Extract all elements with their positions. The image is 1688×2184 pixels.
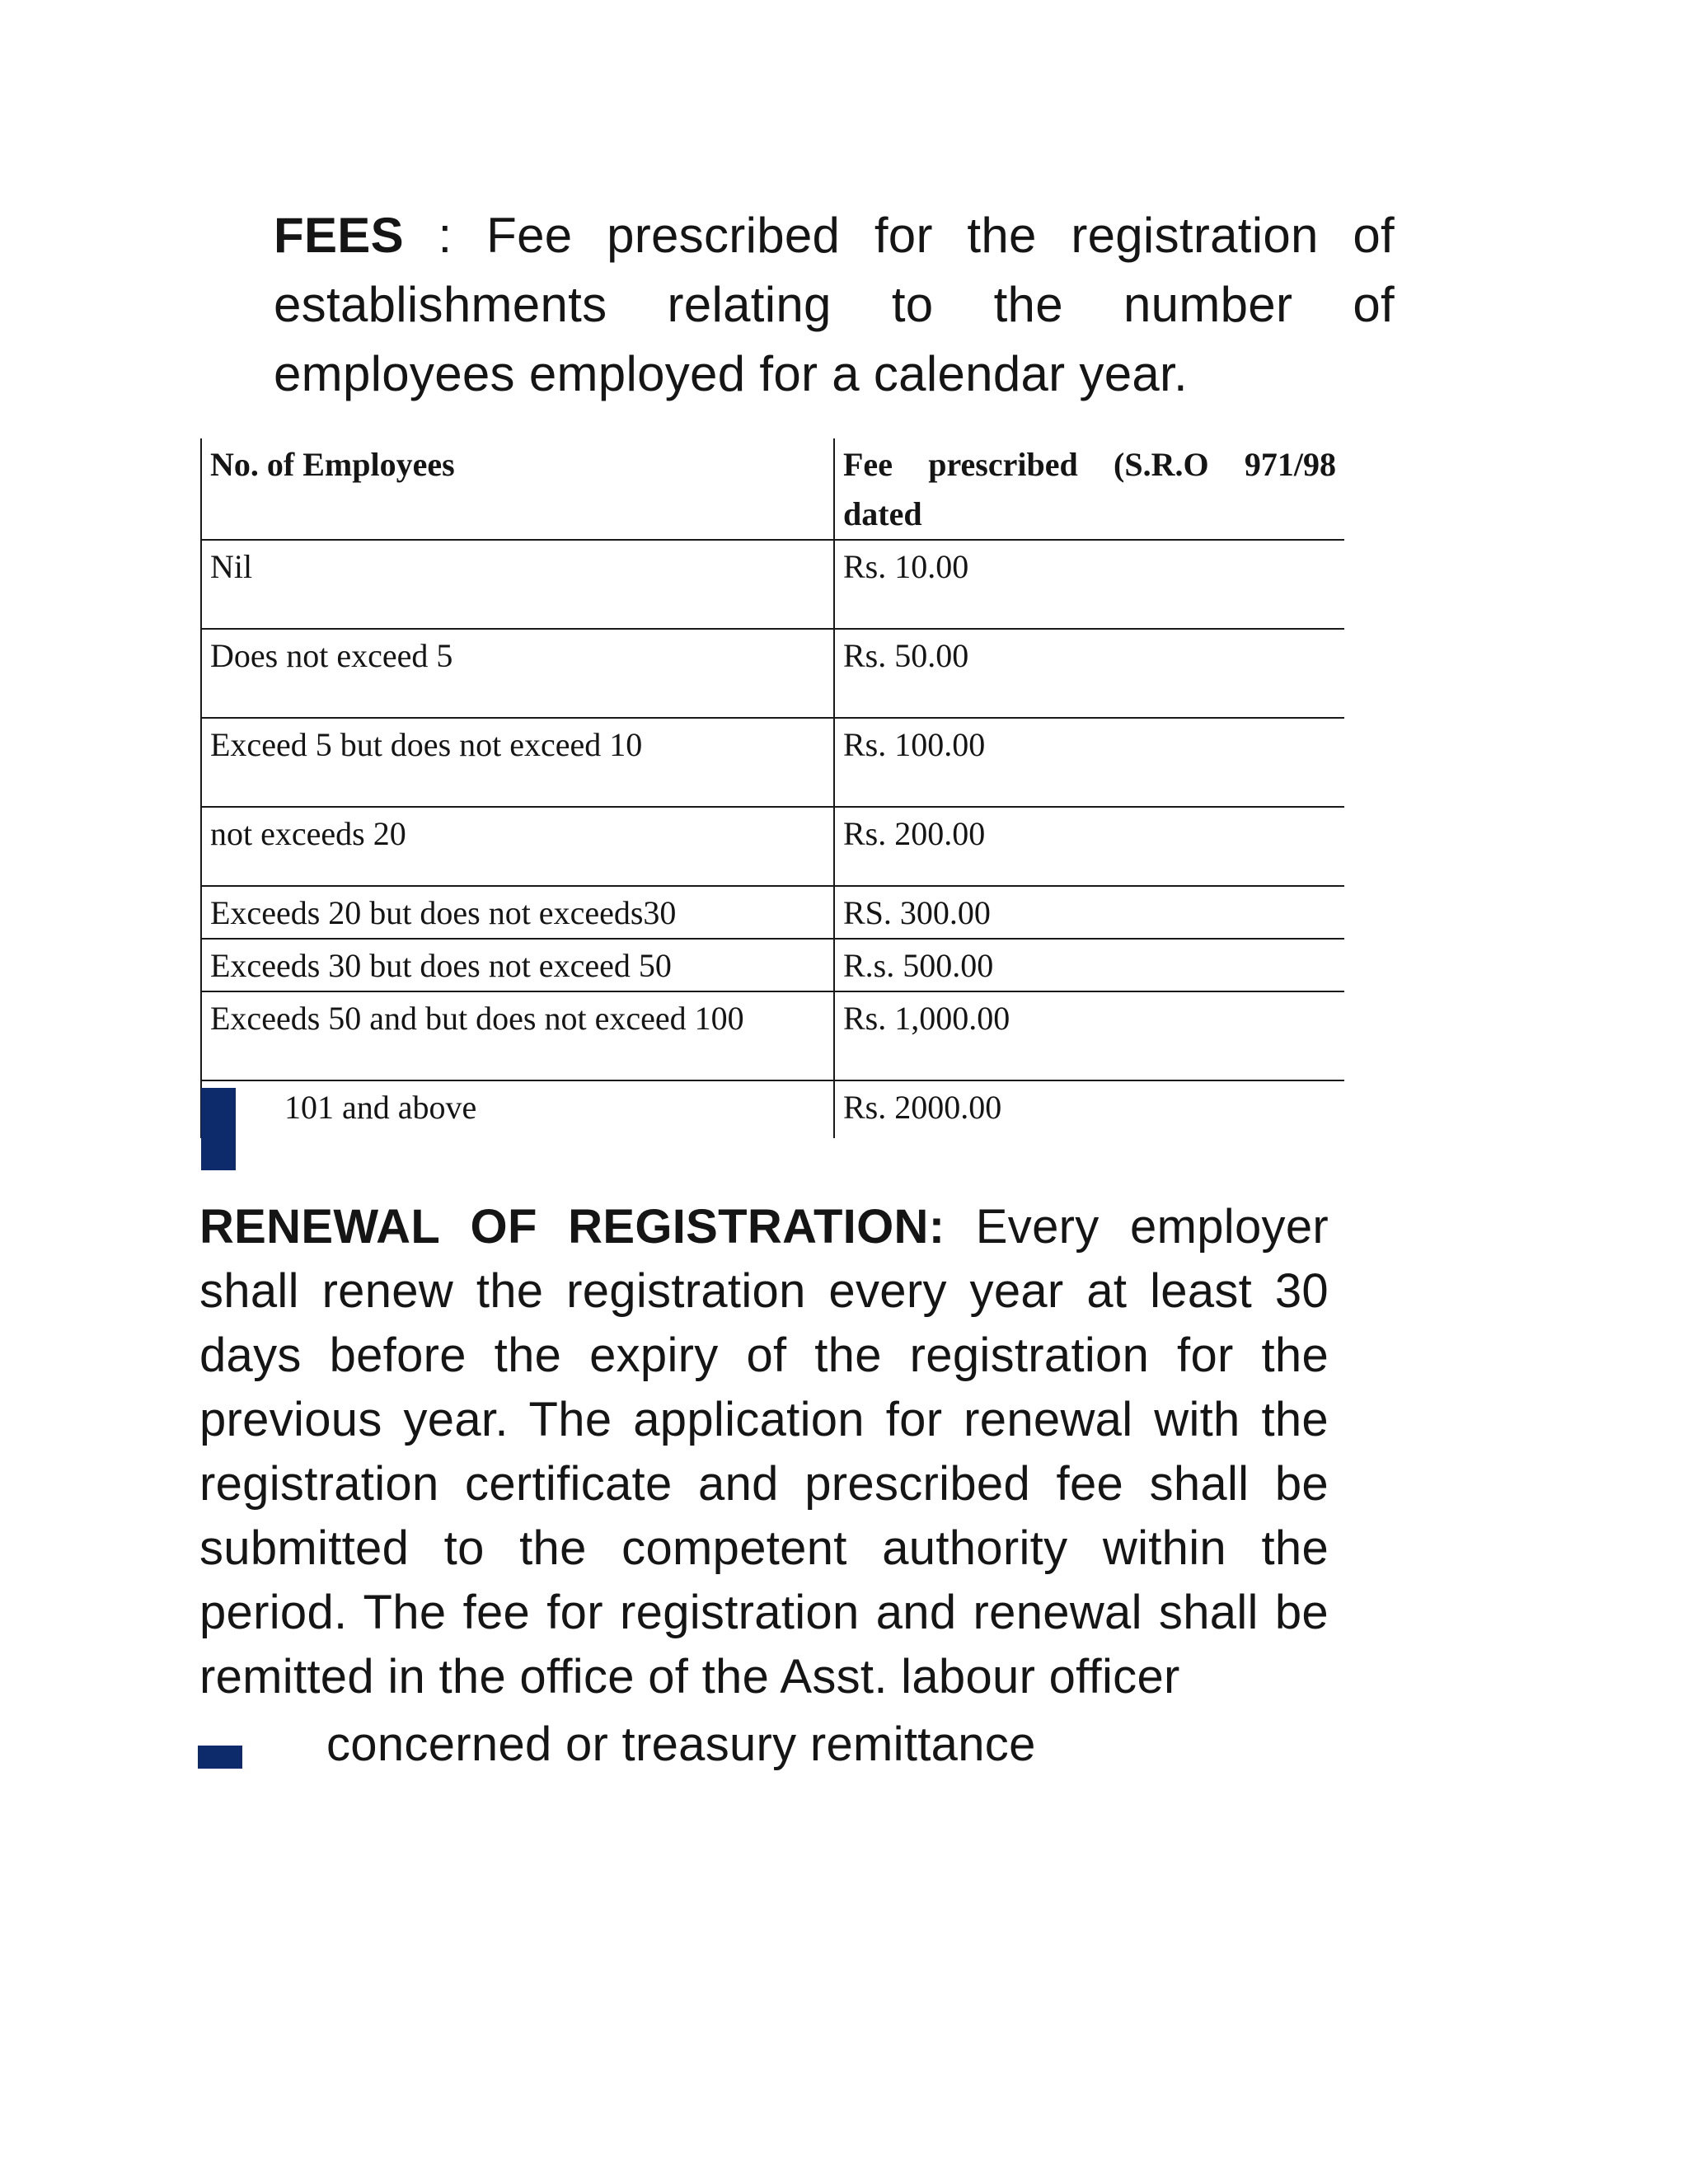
employees-cell: not exceeds 20 (201, 807, 834, 886)
table-row (201, 807, 1344, 886)
employees-cell: Nil (201, 540, 834, 629)
table-row (201, 886, 1344, 939)
fee-cell: Rs. 100.00 (834, 718, 1344, 807)
table-row (201, 991, 1344, 1080)
fees-text: : Fee prescribed for the registration of establishments relating to the number of employees employed for a calendar year. (274, 208, 1395, 401)
renewal-paragraph (199, 1195, 1329, 1709)
employees-cell: Does not exceed 5 (201, 629, 834, 718)
fee-cell: Rs. 10.00 (834, 540, 1344, 629)
fee-cell: R.s. 500.00 (834, 939, 1344, 991)
paragraph-marker-bar (198, 1746, 242, 1769)
employees-cell: Exceeds 20 but does not exceeds30 (201, 886, 834, 939)
table-marker-bar (201, 1088, 236, 1170)
fee-cell: Rs. 2000.00 (834, 1080, 1344, 1138)
table-row (201, 629, 1344, 718)
renewal-last-line: concerned or treasury remittance (326, 1718, 1036, 1771)
fee-cell: Rs. 200.00 (834, 807, 1344, 886)
fee-cell: Rs. 50.00 (834, 629, 1344, 718)
table-row (201, 540, 1344, 629)
table-row (201, 718, 1344, 807)
fees-paragraph (274, 201, 1395, 409)
renewal-text: Every employer shall renew the registration every year at least 30 days before the expiry of the registration for the previous year. The application for renewal with the registration certificate and prescribed fee shall be submitted to the competent authority within the period. The fee for registration and renewal shall be remitted in the office of the Asst. labour officer (199, 1200, 1329, 1704)
renewal-heading: RENEWAL OF REGISTRATION: (199, 1200, 945, 1254)
employees-cell: 101 and above (201, 1080, 834, 1138)
fees-heading: FEES (274, 208, 404, 263)
employees-cell: Exceeds 30 but does not exceed 50 (201, 939, 834, 991)
header-employees: No. of Employees (201, 438, 834, 540)
employees-cell: Exceeds 50 and but does not exceed 100 (201, 991, 834, 1080)
table-row (201, 1080, 1344, 1138)
fee-cell: Rs. 1,000.00 (834, 991, 1344, 1080)
employees-cell: Exceed 5 but does not exceed 10 (201, 718, 834, 807)
table-row (201, 939, 1344, 991)
fee-table (200, 438, 1344, 1138)
fee-cell: RS. 300.00 (834, 886, 1344, 939)
header-fee: Fee prescribed (S.R.O 971/98 dated (834, 438, 1344, 540)
table-header-row (201, 438, 1344, 540)
